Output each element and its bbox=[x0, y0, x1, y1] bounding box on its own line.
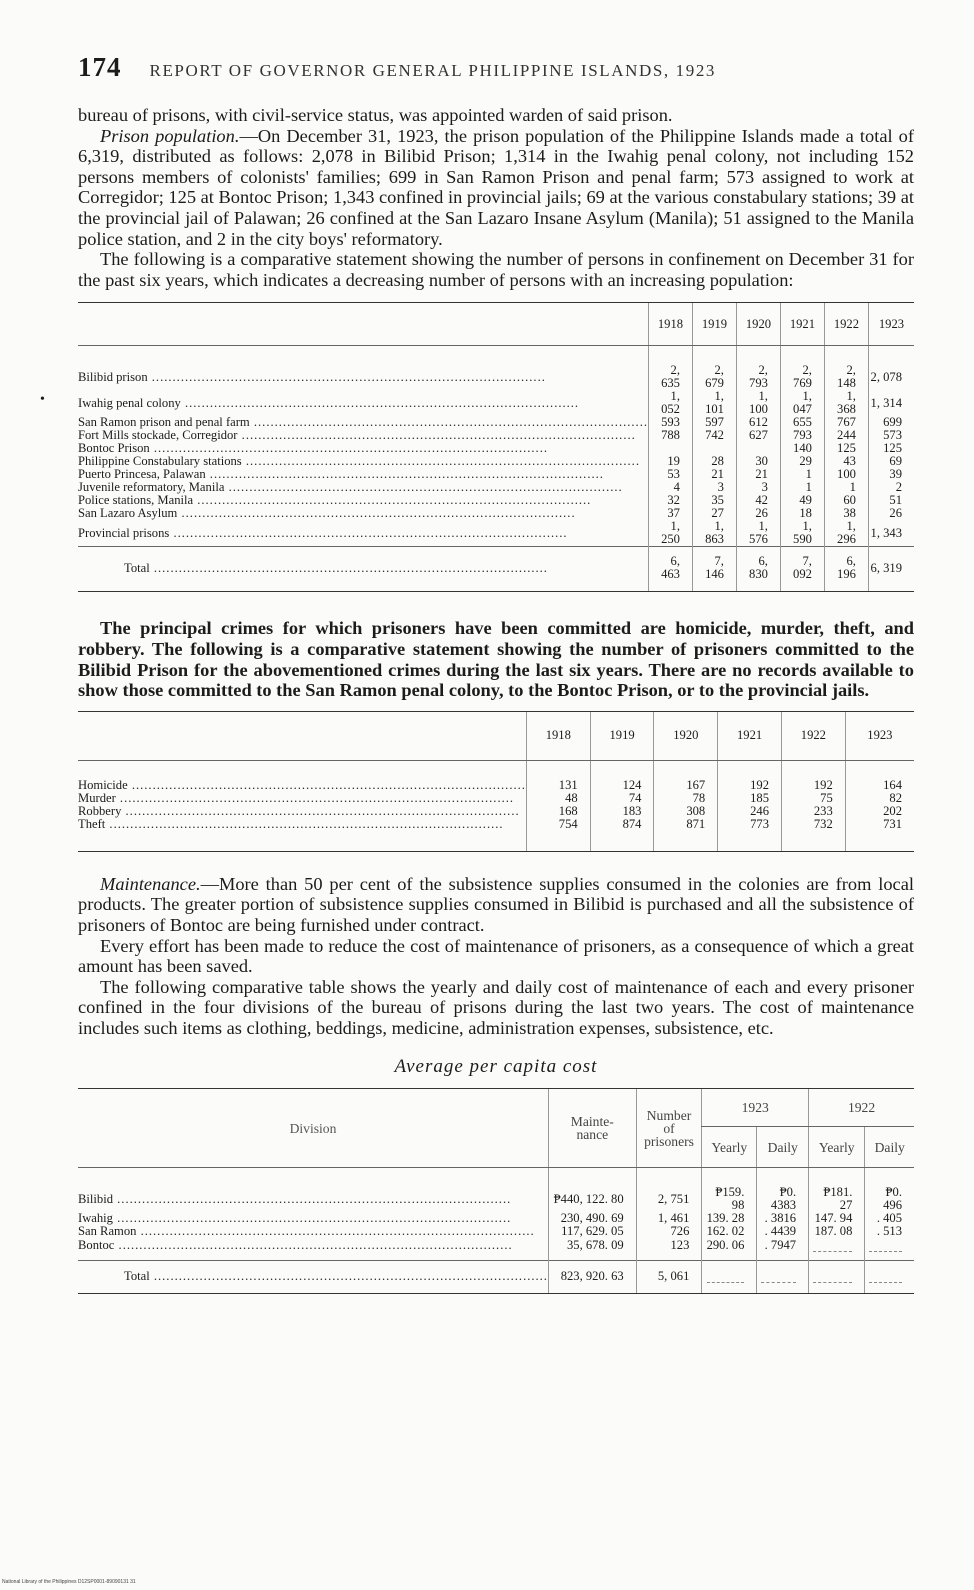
running-title: REPORT OF GOVERNOR GENERAL PHILIPPINE ISLANDS, 1923 bbox=[149, 61, 717, 80]
table-cell: 43 bbox=[824, 455, 868, 468]
cost-header-daily: Daily bbox=[865, 1126, 914, 1168]
empty-leader bbox=[869, 1238, 902, 1252]
table-cell: 192 bbox=[781, 760, 845, 792]
row-label bbox=[78, 1225, 548, 1238]
table-cell: 726 bbox=[636, 1225, 702, 1238]
row-label bbox=[78, 760, 526, 792]
table-cell: . 7947 bbox=[757, 1238, 809, 1261]
table-cell: 1, 101 bbox=[692, 390, 736, 416]
table-cell: 1, 047 bbox=[780, 390, 824, 416]
table-cell: 53 bbox=[648, 468, 692, 481]
row-label-text: Iwahig ..... bbox=[78, 1212, 511, 1225]
table-cell: 75 bbox=[781, 792, 845, 805]
paragraph-maintenance bbox=[78, 874, 914, 936]
page-header bbox=[78, 52, 914, 83]
table-row bbox=[78, 818, 914, 852]
table-cell: 48 bbox=[526, 792, 590, 805]
table-row bbox=[78, 520, 914, 547]
table-cell bbox=[809, 1238, 865, 1261]
cost-header-1922: 1922 bbox=[809, 1089, 914, 1126]
row-label-text: Bilibid ..... bbox=[78, 1192, 511, 1206]
row-label-text: Fort Mills stockade, Corregidor ..... bbox=[78, 429, 636, 442]
cost-table-caption: Average per capita cost bbox=[394, 1056, 598, 1078]
table-cell: 1 bbox=[824, 481, 868, 494]
table-cell: 1 bbox=[780, 468, 824, 481]
table-cell: 51 bbox=[868, 494, 914, 507]
cost-header-division: Division bbox=[78, 1089, 548, 1168]
row-label bbox=[78, 429, 648, 442]
row-label-text: Bilibid prison ..... bbox=[78, 370, 546, 384]
row-label bbox=[78, 792, 526, 805]
table-cell: 28 bbox=[692, 455, 736, 468]
population-table bbox=[78, 302, 914, 592]
empty-leader bbox=[707, 1269, 745, 1283]
table-cell: 754 bbox=[526, 818, 590, 852]
table-cell: 871 bbox=[654, 818, 718, 852]
table-cell: 147. 94 bbox=[809, 1212, 865, 1225]
population-year-header: 1920 bbox=[736, 303, 780, 346]
paragraph-prison-population bbox=[78, 126, 914, 250]
table-row bbox=[78, 1168, 914, 1213]
crimes-year-header: 1920 bbox=[654, 711, 718, 760]
table-row bbox=[78, 455, 914, 468]
table-cell: 117, 629. 05 bbox=[548, 1225, 636, 1238]
total-label bbox=[78, 547, 648, 592]
row-label bbox=[78, 390, 648, 416]
total-cell bbox=[809, 1261, 865, 1294]
total-label-text: Total ..... bbox=[124, 561, 548, 575]
table-cell: 1, 343 bbox=[868, 520, 914, 547]
paragraph-3: The following is a comparative statement showing the number of persons in confinement on December 31 for the past six years, which indicates a decreasing number of persons with an increasing population: bbox=[78, 249, 914, 290]
table-cell: 100 bbox=[824, 468, 868, 481]
table-cell: 125 bbox=[824, 442, 868, 455]
table-cell: . 4439 bbox=[757, 1225, 809, 1238]
section-heading-prison-population: Prison population. bbox=[100, 125, 240, 146]
table-cell: 627 bbox=[736, 429, 780, 442]
table-cell: 874 bbox=[590, 818, 654, 852]
table-cell: 29 bbox=[780, 455, 824, 468]
table-cell: 192 bbox=[718, 760, 782, 792]
table-row bbox=[78, 805, 914, 818]
table-cell: 164 bbox=[845, 760, 914, 792]
row-label bbox=[78, 1238, 548, 1261]
section-heading-maintenance: Maintenance. bbox=[100, 873, 201, 894]
scan-footer: National Library of the Philippines D12SP0001-89090131 31 bbox=[2, 1579, 136, 1585]
total-cell: 5, 061 bbox=[636, 1261, 702, 1294]
row-label-text: Philippine Constabulary stations ..... bbox=[78, 455, 640, 468]
table-cell: 32 bbox=[648, 494, 692, 507]
total-cell: 823, 920. 63 bbox=[548, 1261, 636, 1294]
total-cell: 6, 319 bbox=[868, 547, 914, 592]
table-cell: 42 bbox=[736, 494, 780, 507]
table-row bbox=[78, 390, 914, 416]
table-row bbox=[78, 494, 914, 507]
table-cell: 2 bbox=[868, 481, 914, 494]
table-cell: 2, 148 bbox=[824, 346, 868, 391]
table-cell: . 513 bbox=[865, 1225, 914, 1238]
table-cell: 793 bbox=[780, 429, 824, 442]
cost-header-daily: Daily bbox=[757, 1126, 809, 1168]
total-cell: 6, 196 bbox=[824, 547, 868, 592]
paragraph-4 bbox=[78, 618, 914, 700]
crimes-year-header: 1921 bbox=[718, 711, 782, 760]
table-cell: 597 bbox=[692, 416, 736, 429]
row-label-text: Provincial prisons ..... bbox=[78, 526, 568, 540]
table-cell: 183 bbox=[590, 805, 654, 818]
crimes-header-blank bbox=[78, 711, 526, 760]
table-cell: 123 bbox=[636, 1238, 702, 1261]
total-cell: 6, 463 bbox=[648, 547, 692, 592]
table-cell: 1, 863 bbox=[692, 520, 736, 547]
table-cell: 1, 296 bbox=[824, 520, 868, 547]
table-cell: 2, 635 bbox=[648, 346, 692, 391]
table-cell: 18 bbox=[780, 507, 824, 520]
table-row bbox=[78, 1225, 914, 1238]
table-cell: 26 bbox=[736, 507, 780, 520]
table-row bbox=[78, 792, 914, 805]
row-label bbox=[78, 1212, 548, 1225]
row-label bbox=[78, 1168, 548, 1213]
table-cell: 35 bbox=[692, 494, 736, 507]
table-cell: 69 bbox=[868, 455, 914, 468]
row-label-text: Police stations, Manila ..... bbox=[78, 494, 591, 507]
table-row bbox=[78, 468, 914, 481]
table-cell: 732 bbox=[781, 818, 845, 852]
table-cell: 3 bbox=[736, 481, 780, 494]
cost-header-yearly: Yearly bbox=[702, 1126, 757, 1168]
row-label-text: Murder ..... bbox=[78, 792, 514, 805]
row-label bbox=[78, 468, 648, 481]
table-cell: 1, 314 bbox=[868, 390, 914, 416]
paragraph-7: The following comparative table shows the yearly and daily cost of maintenance of each and every prisoner confined in the four divisions of the bureau of prisons during the last two years. The cost of maintenance includes such items as clothing, beddings, medicine, administration expenses, subsistence, etc. bbox=[78, 976, 914, 1038]
row-label bbox=[78, 507, 648, 520]
empty-leader bbox=[813, 1238, 852, 1252]
table-cell: 290. 06 bbox=[702, 1238, 757, 1261]
row-label bbox=[78, 520, 648, 547]
population-year-header: 1922 bbox=[824, 303, 868, 346]
total-row bbox=[78, 1261, 914, 1294]
table-cell: 788 bbox=[648, 429, 692, 442]
table-cell: 26 bbox=[868, 507, 914, 520]
table-cell: 767 bbox=[824, 416, 868, 429]
population-year-header: 1921 bbox=[780, 303, 824, 346]
table-row bbox=[78, 416, 914, 429]
table-cell: 1 bbox=[780, 481, 824, 494]
row-label-text: San Lazaro Asylum ..... bbox=[78, 507, 576, 520]
row-label bbox=[78, 481, 648, 494]
crimes-table bbox=[78, 711, 914, 852]
table-cell: 168 bbox=[526, 805, 590, 818]
table-cell: 162. 02 bbox=[702, 1225, 757, 1238]
table-cell: 1, 250 bbox=[648, 520, 692, 547]
empty-leader bbox=[869, 1269, 902, 1283]
table-cell: 82 bbox=[845, 792, 914, 805]
table-row bbox=[78, 1238, 914, 1261]
table-cell: 2, 769 bbox=[780, 346, 824, 391]
table-cell: 27 bbox=[692, 507, 736, 520]
table-cell: 39 bbox=[868, 468, 914, 481]
total-cell: 7, 092 bbox=[780, 547, 824, 592]
total-label-text: Total ..... bbox=[124, 1269, 548, 1283]
table-cell: 1, 052 bbox=[648, 390, 692, 416]
table-cell: 187. 08 bbox=[809, 1225, 865, 1238]
table-cell: 2, 751 bbox=[636, 1168, 702, 1213]
page-number: 174 bbox=[78, 52, 122, 82]
table-cell: 593 bbox=[648, 416, 692, 429]
table-cell: 2, 679 bbox=[692, 346, 736, 391]
cost-header-maintenance: Mainte-nance bbox=[548, 1089, 636, 1168]
table-cell: 230, 490. 69 bbox=[548, 1212, 636, 1225]
cost-header-1923: 1923 bbox=[702, 1089, 809, 1126]
table-cell: 1, 461 bbox=[636, 1212, 702, 1225]
row-label-text: Bontoc ..... bbox=[78, 1238, 513, 1252]
table-cell bbox=[865, 1238, 914, 1261]
table-cell: 21 bbox=[736, 468, 780, 481]
table-cell: 49 bbox=[780, 494, 824, 507]
page bbox=[78, 52, 914, 1294]
table-row bbox=[78, 429, 914, 442]
cost-header-number: Number of prisoners bbox=[636, 1089, 702, 1168]
total-cell bbox=[702, 1261, 757, 1294]
row-label-text: San Ramon ..... bbox=[78, 1225, 535, 1238]
table-cell: 131 bbox=[526, 760, 590, 792]
crimes-year-header: 1918 bbox=[526, 711, 590, 760]
table-cell: . 3816 bbox=[757, 1212, 809, 1225]
table-cell: 233 bbox=[781, 805, 845, 818]
crimes-year-header: 1923 bbox=[845, 711, 914, 760]
table-cell: 2, 793 bbox=[736, 346, 780, 391]
table-cell: 30 bbox=[736, 455, 780, 468]
table-cell: 185 bbox=[718, 792, 782, 805]
table-cell: 308 bbox=[654, 805, 718, 818]
row-label bbox=[78, 416, 648, 429]
table-cell: 125 bbox=[868, 442, 914, 455]
table-cell: 74 bbox=[590, 792, 654, 805]
cost-header-yearly: Yearly bbox=[809, 1126, 865, 1168]
population-year-header: 1918 bbox=[648, 303, 692, 346]
table-cell: 124 bbox=[590, 760, 654, 792]
table-cell: 140 bbox=[780, 442, 824, 455]
table-row bbox=[78, 507, 914, 520]
row-label bbox=[78, 818, 526, 852]
table-cell: 742 bbox=[692, 429, 736, 442]
row-label-text: Homicide ..... bbox=[78, 778, 526, 792]
empty-leader bbox=[761, 1269, 796, 1283]
cost-table bbox=[78, 1088, 914, 1294]
row-label bbox=[78, 455, 648, 468]
population-year-header: 1919 bbox=[692, 303, 736, 346]
table-cell: 202 bbox=[845, 805, 914, 818]
table-cell: 246 bbox=[718, 805, 782, 818]
table-cell: 1, 100 bbox=[736, 390, 780, 416]
table-row bbox=[78, 346, 914, 391]
table-cell: ₱0. 4383 bbox=[757, 1168, 809, 1213]
table-cell: 78 bbox=[654, 792, 718, 805]
table-cell: 573 bbox=[868, 429, 914, 442]
table-cell: 1, 576 bbox=[736, 520, 780, 547]
row-label-text: Juvenile reformatory, Manila ..... bbox=[78, 481, 623, 494]
table-cell: 655 bbox=[780, 416, 824, 429]
population-header-blank bbox=[78, 303, 648, 346]
table-cell: 4 bbox=[648, 481, 692, 494]
row-label-text: Bontoc Prison ..... bbox=[78, 442, 548, 455]
row-label-text: Puerto Princesa, Palawan ..... bbox=[78, 468, 604, 481]
table-cell: 699 bbox=[868, 416, 914, 429]
table-cell: ₱440, 122. 80 bbox=[548, 1168, 636, 1213]
table-row bbox=[78, 442, 914, 455]
margin-bullet: • bbox=[40, 392, 45, 407]
table-cell: ₱0. 496 bbox=[865, 1168, 914, 1213]
table-cell: ₱181. 27 bbox=[809, 1168, 865, 1213]
total-cell: 6, 830 bbox=[736, 547, 780, 592]
row-label bbox=[78, 346, 648, 391]
table-cell: 612 bbox=[736, 416, 780, 429]
paragraph-6: Every effort has been made to reduce the cost of maintenance of prisoners, as a consequence of which a great amount has been saved. bbox=[78, 935, 914, 977]
population-year-header: 1923 bbox=[868, 303, 914, 346]
row-label-text: Iwahig penal colony ..... bbox=[78, 396, 579, 410]
table-cell: 38 bbox=[824, 507, 868, 520]
empty-leader bbox=[813, 1269, 852, 1283]
paragraph-5-body: —More than 50 per cent of the subsistence supplies consumed in the colonies are from local products. The greater portion of subsistence supplies consumed in Bilibid is purchased and all the subsistence of prisoners of Bontoc are being furnished under contract. bbox=[78, 873, 914, 935]
table-cell: 773 bbox=[718, 818, 782, 852]
paragraph-2-body: —On December 31, 1923, the prison population of the Philippine Islands made a total of 6,319, distributed as follows: 2,078 in Bilibid Prison; 1,314 in the Iwahig penal colony, not including 152 persons members of colonists' families; 699 in San Ramon Prison and penal farm; 573 assigned to work at Corregidor; 125 at Bontoc Prison; 1,343 confined in provincial jails; 69 at the various constabulary stations; 39 at the provincial jail of Palawan; 26 confined at the San Lazaro Insane Asylum (Manila); 51 assigned to the Manila police station, and 2 in the city boys' reformatory. bbox=[78, 125, 914, 249]
table-cell: 37 bbox=[648, 507, 692, 520]
total-cell: 7, 146 bbox=[692, 547, 736, 592]
table-cell: 35, 678. 09 bbox=[548, 1238, 636, 1261]
row-label bbox=[78, 494, 648, 507]
total-cell bbox=[865, 1261, 914, 1294]
table-cell: 731 bbox=[845, 818, 914, 852]
row-label-text: Theft ..... bbox=[78, 818, 504, 831]
paragraph-4-text: The principal crimes for which prisoners have been committed are homicide, murder, theft, and robbery. The following is a comparative statement showing the number of prisoners committed to the Bilibid Prison for the abovementioned crimes during the last six years. There are no records available to show those committed to the San Ramon penal colony, to the Bontoc Prison, or to the provincial jails. bbox=[78, 618, 914, 701]
table-cell: . 405 bbox=[865, 1212, 914, 1225]
row-label bbox=[78, 442, 648, 455]
row-label-text: Robbery ..... bbox=[78, 805, 520, 818]
crimes-year-header: 1919 bbox=[590, 711, 654, 760]
table-cell: 139. 28 bbox=[702, 1212, 757, 1225]
crimes-year-header: 1922 bbox=[781, 711, 845, 760]
total-cell bbox=[757, 1261, 809, 1294]
row-label-text: San Ramon prison and penal farm ..... bbox=[78, 416, 648, 429]
table-row bbox=[78, 481, 914, 494]
row-label bbox=[78, 805, 526, 818]
table-cell: ₱159. 98 bbox=[702, 1168, 757, 1213]
table-cell: 21 bbox=[692, 468, 736, 481]
table-cell: 19 bbox=[648, 455, 692, 468]
table-cell: 3 bbox=[692, 481, 736, 494]
table-cell: 1, 590 bbox=[780, 520, 824, 547]
table-cell: 1, 368 bbox=[824, 390, 868, 416]
paragraph-1: bureau of prisons, with civil-service status, was appointed warden of said prison. bbox=[78, 105, 673, 125]
table-cell: 2, 078 bbox=[868, 346, 914, 391]
total-row bbox=[78, 547, 914, 592]
table-row bbox=[78, 760, 914, 792]
total-label bbox=[78, 1261, 548, 1294]
table-cell: 60 bbox=[824, 494, 868, 507]
table-cell: 244 bbox=[824, 429, 868, 442]
table-cell: 167 bbox=[654, 760, 718, 792]
